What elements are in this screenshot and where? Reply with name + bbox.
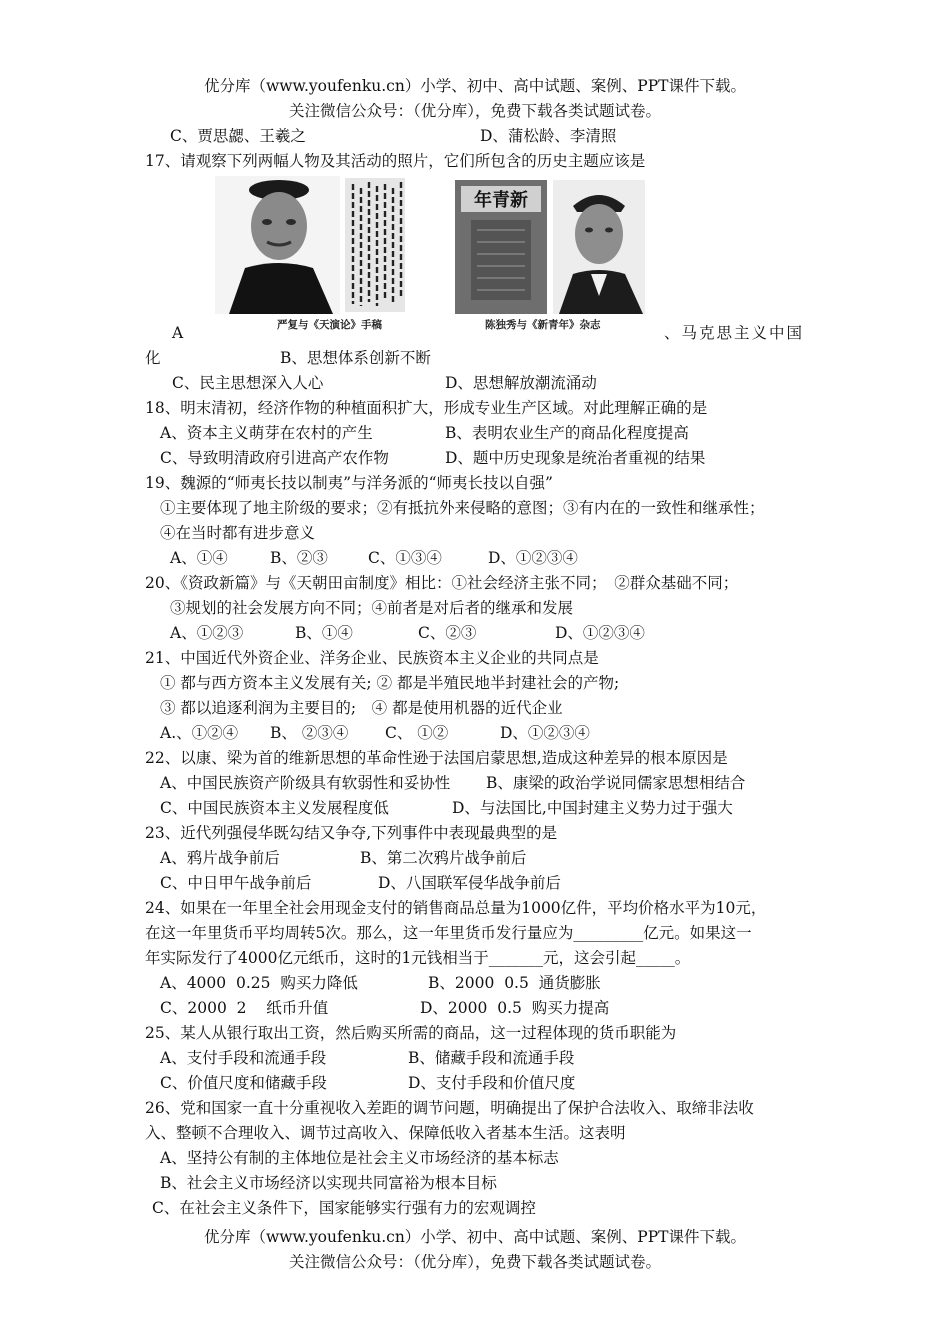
q17-option-a-suffix: 、马克思主义中国 <box>664 324 805 342</box>
caption-right: 陈独秀与《新青年》杂志 <box>485 319 601 331</box>
q20-stem: 20、《资政新篇》与《天朝田亩制度》相比：①社会经济主张不同； ②群众基础不同； <box>145 574 739 592</box>
q23-option-a: A、鸦片战争前后 <box>160 849 280 867</box>
q19-option-c: C、①③④ <box>368 549 442 567</box>
q23-option-d: D、八国联军侵华战争前后 <box>378 874 561 892</box>
q22-option-a: A、中国民族资产阶级具有软弱性和妥协性 <box>160 774 451 792</box>
q17-stem: 17、请观察下列两幅人物及其活动的照片，它们所包含的历史主题应该是 <box>145 152 646 170</box>
q17-option-a-cont: 化 <box>145 349 161 367</box>
q24-option-b: B、2000 0.5 通货膨胀 <box>428 974 601 992</box>
q19-statement-2: ④在当时都有进步意义 <box>160 524 316 542</box>
q20-option-a: A、①②③ <box>170 624 244 642</box>
q24-option-a: A、4000 0.25 购买力降低 <box>160 974 358 992</box>
q18-option-c: C、导致明清政府引进高产农作物 <box>160 449 389 467</box>
q23-option-c: C、中日甲午战争前后 <box>160 874 312 892</box>
q25-option-b: B、储藏手段和流通手段 <box>408 1049 575 1067</box>
q19-stem: 19、魏源的“师夷长技以制夷”与洋务派的“师夷长技以自强” <box>145 474 553 492</box>
q20-option-c: C、②③ <box>418 624 477 642</box>
q16-option-c: C、贾思勰、王羲之 <box>170 127 306 145</box>
q26-option-c: C、在社会主义条件下，国家能够实行强有力的宏观调控 <box>152 1199 536 1217</box>
q18-option-d: D、题中历史现象是统治者重视的结果 <box>445 449 706 467</box>
q26-line-2: 入、整顿不合理收入、调节过高收入、保障低收入者基本生活。这表明 <box>145 1124 626 1142</box>
q24-line-2: 在这一年里货币平均周转5次。那么，这一年里货币发行量应为_________亿元。如果这一 <box>145 924 752 942</box>
q17-option-a-prefix: A <box>172 324 184 342</box>
footer-line-2: 关注微信公众号：（优分库），免费下载各类试题试卷。 <box>288 1253 661 1271</box>
q18-option-a: A、资本主义萌芽在农村的产生 <box>160 424 373 442</box>
q22-option-c: C、中国民族资本主义发展程度低 <box>160 799 389 817</box>
q17-option-c: C、民主思想深入人心 <box>172 374 324 392</box>
q18-stem: 18、明末清初，经济作物的种植面积扩大，形成专业生产区域。对此理解正确的是 <box>145 399 708 417</box>
q23-stem: 23、近代列强侵华既勾结又争夺,下列事件中表现最典型的是 <box>145 824 558 842</box>
q21-option-d: D、①②③④ <box>500 724 590 742</box>
q20-statement-2: ③规划的社会发展方向不同；④前者是对后者的继承和发展 <box>170 599 574 617</box>
q21-statement-1: ① 都与西方资本主义发展有关; ② 都是半殖民地半封建社会的产物; <box>160 674 620 692</box>
q20-option-d: D、①②③④ <box>555 624 645 642</box>
q17-option-d: D、思想解放潮流涌动 <box>445 374 597 392</box>
q24-line-1: 24、如果在一年里全社会用现金支付的销售商品总量为1000亿件，平均价格水平为10元， <box>145 899 767 917</box>
q26-option-b: B、社会主义市场经济以实现共同富裕为根本目标 <box>160 1174 497 1192</box>
q25-option-a: A、支付手段和流通手段 <box>160 1049 327 1067</box>
q24-option-c: C、2000 2 纸币升值 <box>160 999 329 1017</box>
q24-line-3: 年实际发行了4000亿元纸币，这时的1元钱相当于_______元，这会引起_____。 <box>145 949 691 967</box>
q22-option-b: B、康梁的政治学说同儒家思想相结合 <box>486 774 746 792</box>
q19-option-a: A、①④ <box>170 549 228 567</box>
q21-option-a: A.、①②④ <box>160 724 239 742</box>
q23-option-b: B、第二次鸦片战争前后 <box>360 849 527 867</box>
q22-stem: 22、以康、梁为首的维新思想的革命性逊于法国启蒙思想,造成这种差异的根本原因是 <box>145 749 728 767</box>
q20-option-b: B、①④ <box>295 624 353 642</box>
q22-option-d: D、与法国比,中国封建主义势力过于强大 <box>452 799 733 817</box>
q25-stem: 25、某人从银行取出工资，然后购买所需的商品，这一过程体现的货币职能为 <box>145 1024 677 1042</box>
q21-statement-2: ③ 都以追逐利润为主要目的; ④ 都是使用机器的近代企业 <box>160 699 563 717</box>
q21-option-c: C、 ①② <box>385 724 449 742</box>
header-line-1: 优分库（www.youfenku.cn）小学、初中、高中试题、案例、PPT课件下载。 <box>203 77 747 95</box>
q25-option-c: C、价值尺度和储藏手段 <box>160 1074 327 1092</box>
q17-photos <box>215 176 645 336</box>
q21-option-b: B、 ②③④ <box>270 724 349 742</box>
magazine-title-text: 年青新 <box>474 190 528 211</box>
historical-photos-image <box>215 176 645 336</box>
q19-option-d: D、①②③④ <box>488 549 578 567</box>
q26-line-1: 26、党和国家一直十分重视收入差距的调节问题，明确提出了保护合法收入、取缔非法收 <box>145 1099 754 1117</box>
q21-stem: 21、中国近代外资企业、洋务企业、民族资本主义企业的共同点是 <box>145 649 599 667</box>
q19-option-b: B、②③ <box>270 549 328 567</box>
q16-option-d: D、蒲松龄、李清照 <box>480 127 617 145</box>
q26-option-a: A、坚持公有制的主体地位是社会主义市场经济的基本标志 <box>160 1149 559 1167</box>
q24-option-d: D、2000 0.5 购买力提高 <box>420 999 610 1017</box>
footer-line-1: 优分库（www.youfenku.cn）小学、初中、高中试题、案例、PPT课件下载。 <box>203 1228 747 1246</box>
caption-left: 严复与《天演论》手稿 <box>277 319 382 331</box>
q19-statement-1: ①主要体现了地主阶级的要求；②有抵抗外来侵略的意图；③有内在的一致性和继承性； <box>160 499 765 517</box>
q25-option-d: D、支付手段和价值尺度 <box>408 1074 576 1092</box>
header-line-2: 关注微信公众号：（优分库），免费下载各类试题试卷。 <box>288 102 661 120</box>
q18-option-b: B、表明农业生产的商品化程度提高 <box>445 424 689 442</box>
q17-option-b: B、思想体系创新不断 <box>280 349 431 367</box>
